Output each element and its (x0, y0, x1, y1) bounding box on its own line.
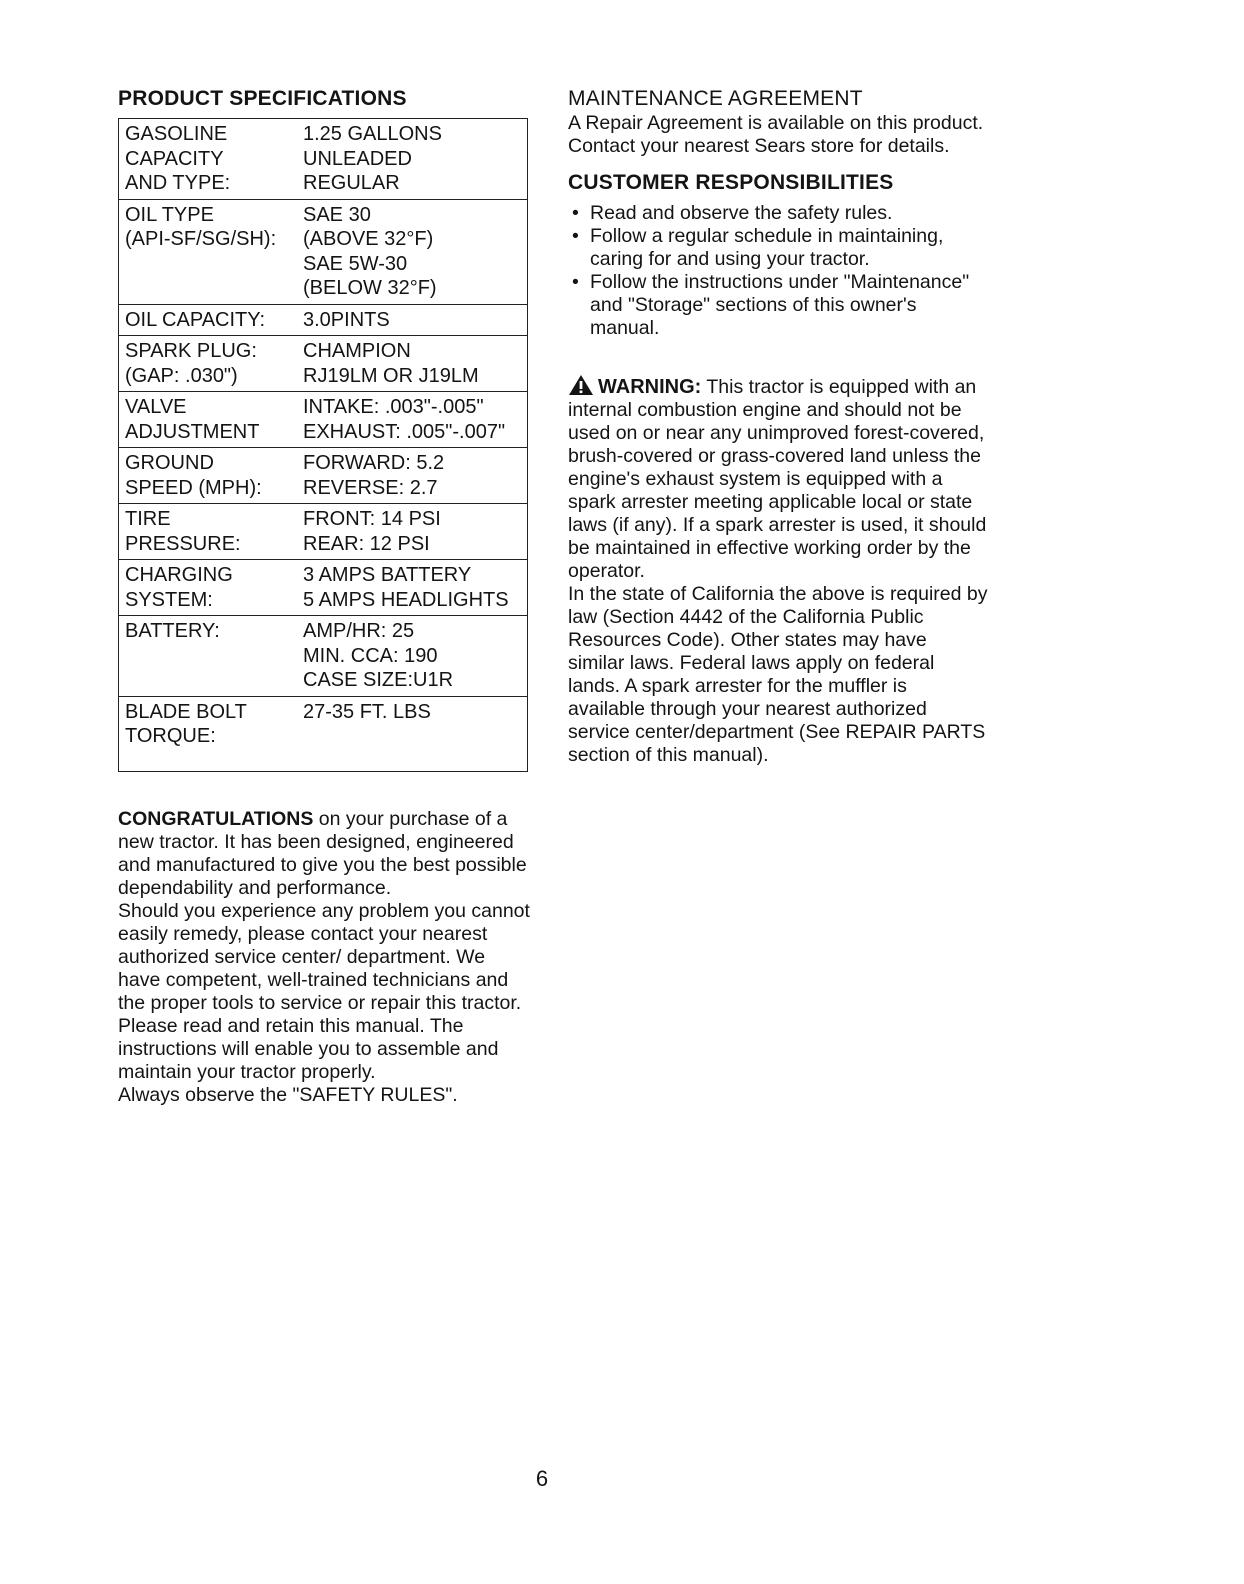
spec-value: 1.25 GALLONS UNLEADED REGULAR (303, 123, 442, 194)
spec-row-battery (119, 616, 527, 697)
warning-text: This tractor is equipped with an internal combustion engine and should not be used on or near any unimproved forest-covered, brush-covered or grass-covered land unless the engine's exhaust system is equipped with a spark arrester meeting applicable local or state laws (if any). If a spark arrester is used, it should be maintained in effective working order by the operator. (568, 376, 987, 582)
warning-triangle-icon (568, 374, 594, 396)
spec-label: BLADE BOLT TORQUE: (125, 700, 247, 747)
spec-value: FRONT: 14 PSI REAR: 12 PSI (303, 508, 441, 555)
spec-label: CHARGING SYSTEM: (125, 564, 233, 611)
spec-label: BATTERY: (125, 620, 220, 642)
bullet-glyph: • (572, 202, 579, 224)
spec-row-tire-pressure (119, 504, 527, 560)
product-specifications-heading: PRODUCT SPECIFICATIONS (118, 87, 407, 110)
list-item-text: Follow a regular schedule in maintaining, caring for and using your tractor. (590, 225, 944, 270)
list-item-text: Read and observe the safety rules. (590, 202, 893, 224)
responsibilities-list (568, 202, 988, 340)
spec-value: FORWARD: 5.2 REVERSE: 2.7 (303, 452, 445, 499)
spec-value: 27-35 FT. LBS (303, 700, 431, 723)
bullet-glyph: • (572, 225, 579, 247)
spec-value: AMP/HR: 25 MIN. CCA: 190 CASE SIZE:U1R (303, 620, 454, 691)
spec-label: GASOLINE CAPACITY AND TYPE: (125, 123, 231, 194)
spec-label: TIRE PRESSURE: (125, 508, 241, 555)
spec-value: 3 AMPS BATTERY 5 AMPS HEADLIGHTS (303, 564, 509, 611)
list-item-text: Follow the instructions under "Maintenance" and "Storage" sections of this owner's manual. (590, 271, 970, 339)
spec-row-valve-adjustment (119, 392, 527, 448)
spec-row-gasoline (119, 119, 527, 200)
spec-row-spark-plug (119, 336, 527, 392)
specifications-table (118, 118, 528, 772)
list-item (568, 271, 988, 340)
congratulations-lead: CONGRATULATIONS (118, 807, 314, 830)
customer-responsibilities-heading: CUSTOMER RESPONSIBILITIES (568, 171, 894, 194)
list-item (568, 202, 988, 225)
bullet-glyph: • (572, 271, 579, 293)
right-column (568, 86, 988, 767)
spec-value: SAE 30 (ABOVE 32°F) SAE 5W-30 (BELOW 32°F) (303, 203, 437, 299)
spec-row-ground-speed (119, 448, 527, 504)
california-law-paragraph: In the state of California the above is required by law (Section 4442 of the California Public Resources Code). Other states may have similar laws. Federal laws apply on federal lands. A spark arrester for the muffler is available through your nearest authorized service center/department (See REPAIR PARTS section of this manual). (568, 583, 988, 766)
congratulations-paragraph (118, 808, 530, 900)
spec-row-oil-capacity (119, 305, 527, 337)
warning-label: WARNING: (598, 376, 702, 398)
list-item (568, 225, 988, 271)
safety-rules-paragraph: Always observe the "SAFETY RULES". (118, 1083, 458, 1106)
spec-row-oil-type (119, 200, 527, 305)
congratulations-section (118, 808, 530, 1107)
spec-label: OIL CAPACITY: (125, 308, 266, 331)
spec-row-charging-system (119, 560, 527, 616)
warning-paragraph (568, 374, 988, 583)
spec-label: GROUND SPEED (MPH): (125, 452, 262, 499)
spec-value: 3.0PINTS (303, 308, 390, 331)
warning-section (568, 374, 988, 767)
spec-label: OIL TYPE (API-SF/SG/SH): (125, 203, 277, 250)
page-number: 6 (535, 1466, 549, 1491)
maintenance-agreement-text: A Repair Agreement is available on this product. Contact your nearest Sears store for details. (568, 112, 984, 157)
congratulations-text: on your purchase of a new tractor. It has been designed, engineered and manufactured to give you the best possible dependability and performance. (118, 807, 527, 899)
spec-label: SPARK PLUG: (GAP: .030") (125, 340, 257, 387)
spec-label: VALVE ADJUSTMENT (125, 396, 260, 443)
left-column (118, 86, 530, 1107)
maintenance-agreement-heading: MAINTENANCE AGREEMENT (568, 87, 863, 110)
spec-value: CHAMPION RJ19LM OR J19LM (303, 340, 479, 387)
spec-row-blade-bolt-torque (119, 697, 527, 771)
retain-manual-paragraph: Please read and retain this manual. The instructions will enable you to assemble and maintain your tractor properly. (118, 1014, 499, 1083)
spec-value: INTAKE: .003"-.005" EXHAUST: .005"-.007" (303, 396, 506, 443)
problem-paragraph: Should you experience any problem you cannot easily remedy, please contact your nearest authorized service center/ department. We have competent, well-trained technicians and the proper tools to service or repair this tractor. (118, 899, 530, 1014)
